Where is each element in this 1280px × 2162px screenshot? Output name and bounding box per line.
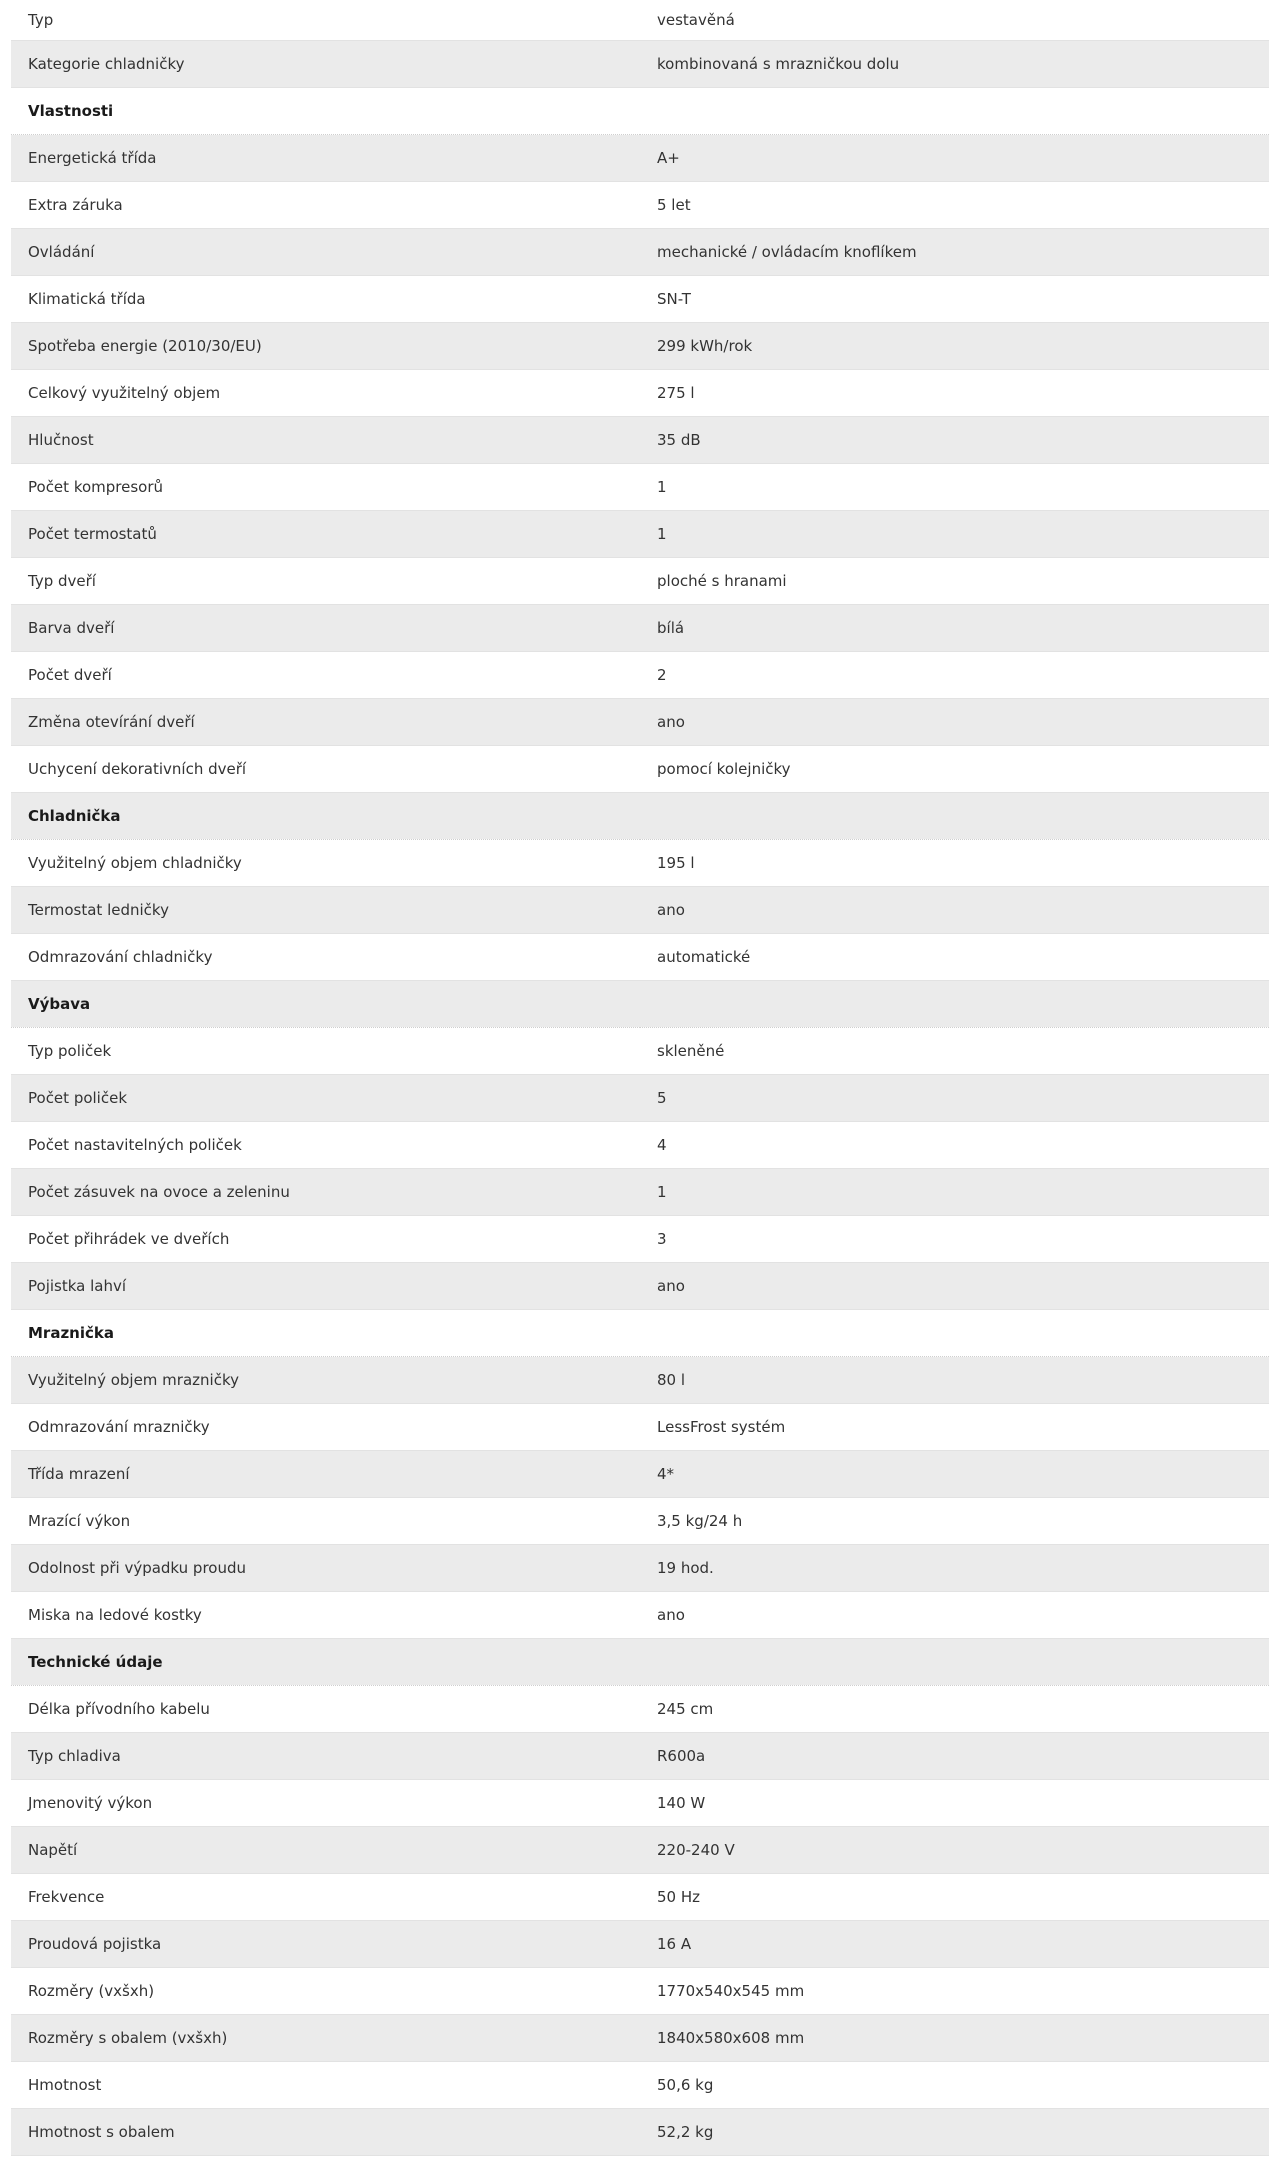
spec-label: Napětí — [11, 1826, 640, 1873]
spec-value: skleněné — [640, 1027, 1269, 1074]
spec-row — [11, 2108, 1269, 2155]
spec-value: 3,5 kg/24 h — [640, 1497, 1269, 1544]
spec-row — [11, 369, 1269, 416]
spec-value: A+ — [640, 134, 1269, 181]
spec-label: Odmrazování chladničky — [11, 933, 640, 980]
section-title: Chladnička — [11, 792, 640, 839]
spec-label: Typ poliček — [11, 1027, 640, 1074]
spec-label: Uchycení dekorativních dveří — [11, 745, 640, 792]
section-empty-cell — [640, 792, 1269, 839]
spec-value: 140 W — [640, 1779, 1269, 1826]
spec-label: Miska na ledové kostky — [11, 1591, 640, 1638]
spec-value: ploché s hranami — [640, 557, 1269, 604]
spec-row — [11, 2061, 1269, 2108]
spec-row — [11, 1497, 1269, 1544]
spec-row — [11, 1356, 1269, 1403]
section-empty-cell — [640, 87, 1269, 134]
spec-label: Využitelný objem chladničky — [11, 839, 640, 886]
spec-label: Mrazící výkon — [11, 1497, 640, 1544]
spec-label: Frekvence — [11, 1873, 640, 1920]
spec-value: 16 A — [640, 1920, 1269, 1967]
section-header-row — [11, 792, 1269, 839]
spec-value: SN-T — [640, 275, 1269, 322]
spec-value: 275 l — [640, 369, 1269, 416]
spec-value: ano — [640, 886, 1269, 933]
spec-label: Rozměry s obalem (vxšxh) — [11, 2014, 640, 2061]
spec-row — [11, 745, 1269, 792]
specification-table-body — [11, 0, 1269, 2155]
section-title: Mraznička — [11, 1309, 640, 1356]
specification-table — [11, 0, 1269, 2156]
spec-value: kombinovaná s mrazničkou dolu — [640, 40, 1269, 87]
spec-label: Rozměry (vxšxh) — [11, 1967, 640, 2014]
spec-value: 1 — [640, 510, 1269, 557]
spec-label: Počet kompresorů — [11, 463, 640, 510]
spec-value: 299 kWh/rok — [640, 322, 1269, 369]
spec-value: automatické — [640, 933, 1269, 980]
section-empty-cell — [640, 980, 1269, 1027]
section-header-row — [11, 1309, 1269, 1356]
spec-label: Počet dveří — [11, 651, 640, 698]
spec-row — [11, 886, 1269, 933]
spec-row — [11, 839, 1269, 886]
spec-label: Energetická třída — [11, 134, 640, 181]
spec-label: Barva dveří — [11, 604, 640, 651]
spec-label: Typ chladiva — [11, 1732, 640, 1779]
spec-label: Počet nastavitelných poliček — [11, 1121, 640, 1168]
spec-label: Délka přívodního kabelu — [11, 1685, 640, 1732]
spec-label: Spotřeba energie (2010/30/EU) — [11, 322, 640, 369]
spec-value: LessFrost systém — [640, 1403, 1269, 1450]
spec-value: 80 l — [640, 1356, 1269, 1403]
spec-label: Proudová pojistka — [11, 1920, 640, 1967]
spec-row — [11, 698, 1269, 745]
spec-row — [11, 1685, 1269, 1732]
spec-label: Počet přihrádek ve dveřích — [11, 1215, 640, 1262]
spec-row — [11, 1591, 1269, 1638]
spec-value: 245 cm — [640, 1685, 1269, 1732]
spec-value: ano — [640, 1262, 1269, 1309]
spec-label: Typ — [11, 0, 640, 40]
spec-row — [11, 1450, 1269, 1497]
spec-label: Hlučnost — [11, 416, 640, 463]
spec-row — [11, 1920, 1269, 1967]
spec-row — [11, 1121, 1269, 1168]
spec-value: 4* — [640, 1450, 1269, 1497]
spec-row — [11, 1732, 1269, 1779]
spec-value: R600a — [640, 1732, 1269, 1779]
spec-label: Počet poliček — [11, 1074, 640, 1121]
section-title: Výbava — [11, 980, 640, 1027]
spec-row — [11, 604, 1269, 651]
spec-value: 1770x540x545 mm — [640, 1967, 1269, 2014]
section-header-row — [11, 980, 1269, 1027]
spec-label: Počet zásuvek na ovoce a zeleninu — [11, 1168, 640, 1215]
spec-value: mechanické / ovládacím knoflíkem — [640, 228, 1269, 275]
spec-label: Hmotnost — [11, 2061, 640, 2108]
spec-label: Kategorie chladničky — [11, 40, 640, 87]
spec-label: Odmrazování mrazničky — [11, 1403, 640, 1450]
spec-value: bílá — [640, 604, 1269, 651]
spec-row — [11, 181, 1269, 228]
spec-value: 1 — [640, 1168, 1269, 1215]
section-title: Technické údaje — [11, 1638, 640, 1685]
spec-value: 4 — [640, 1121, 1269, 1168]
spec-value: 1840x580x608 mm — [640, 2014, 1269, 2061]
spec-value: 1 — [640, 463, 1269, 510]
spec-row — [11, 1027, 1269, 1074]
spec-label: Změna otevírání dveří — [11, 698, 640, 745]
spec-label: Klimatická třída — [11, 275, 640, 322]
spec-value: 5 let — [640, 181, 1269, 228]
spec-label: Využitelný objem mrazničky — [11, 1356, 640, 1403]
spec-label: Extra záruka — [11, 181, 640, 228]
spec-row — [11, 1262, 1269, 1309]
spec-label: Pojistka lahví — [11, 1262, 640, 1309]
spec-row — [11, 1967, 1269, 2014]
spec-label: Celkový využitelný objem — [11, 369, 640, 416]
spec-row — [11, 933, 1269, 980]
spec-row — [11, 1873, 1269, 1920]
spec-row — [11, 322, 1269, 369]
spec-row — [11, 651, 1269, 698]
spec-value: ano — [640, 1591, 1269, 1638]
spec-value: 50 Hz — [640, 1873, 1269, 1920]
section-header-row — [11, 87, 1269, 134]
spec-label: Termostat ledničky — [11, 886, 640, 933]
spec-value: 50,6 kg — [640, 2061, 1269, 2108]
spec-row — [11, 416, 1269, 463]
spec-value: ano — [640, 698, 1269, 745]
spec-value: 52,2 kg — [640, 2108, 1269, 2155]
section-empty-cell — [640, 1638, 1269, 1685]
section-title: Vlastnosti — [11, 87, 640, 134]
spec-row — [11, 557, 1269, 604]
section-empty-cell — [640, 1309, 1269, 1356]
spec-row — [11, 134, 1269, 181]
spec-label: Hmotnost s obalem — [11, 2108, 640, 2155]
spec-value: 5 — [640, 1074, 1269, 1121]
spec-label: Typ dveří — [11, 557, 640, 604]
spec-value: 2 — [640, 651, 1269, 698]
spec-row — [11, 1779, 1269, 1826]
spec-row — [11, 1403, 1269, 1450]
spec-row — [11, 463, 1269, 510]
spec-row — [11, 1074, 1269, 1121]
spec-row — [11, 1168, 1269, 1215]
spec-value: pomocí kolejničky — [640, 745, 1269, 792]
spec-row — [11, 510, 1269, 557]
spec-row — [11, 40, 1269, 87]
spec-value: 195 l — [640, 839, 1269, 886]
spec-row — [11, 228, 1269, 275]
spec-row — [11, 1544, 1269, 1591]
spec-value: 220-240 V — [640, 1826, 1269, 1873]
spec-value: 3 — [640, 1215, 1269, 1262]
spec-label: Odolnost při výpadku proudu — [11, 1544, 640, 1591]
spec-label: Ovládání — [11, 228, 640, 275]
spec-value: vestavěná — [640, 0, 1269, 40]
spec-row — [11, 1826, 1269, 1873]
spec-row — [11, 2014, 1269, 2061]
spec-row — [11, 0, 1269, 40]
spec-label: Třída mrazení — [11, 1450, 640, 1497]
spec-row — [11, 1215, 1269, 1262]
section-header-row — [11, 1638, 1269, 1685]
spec-label: Jmenovitý výkon — [11, 1779, 640, 1826]
spec-row — [11, 275, 1269, 322]
spec-value: 35 dB — [640, 416, 1269, 463]
spec-value: 19 hod. — [640, 1544, 1269, 1591]
spec-label: Počet termostatů — [11, 510, 640, 557]
